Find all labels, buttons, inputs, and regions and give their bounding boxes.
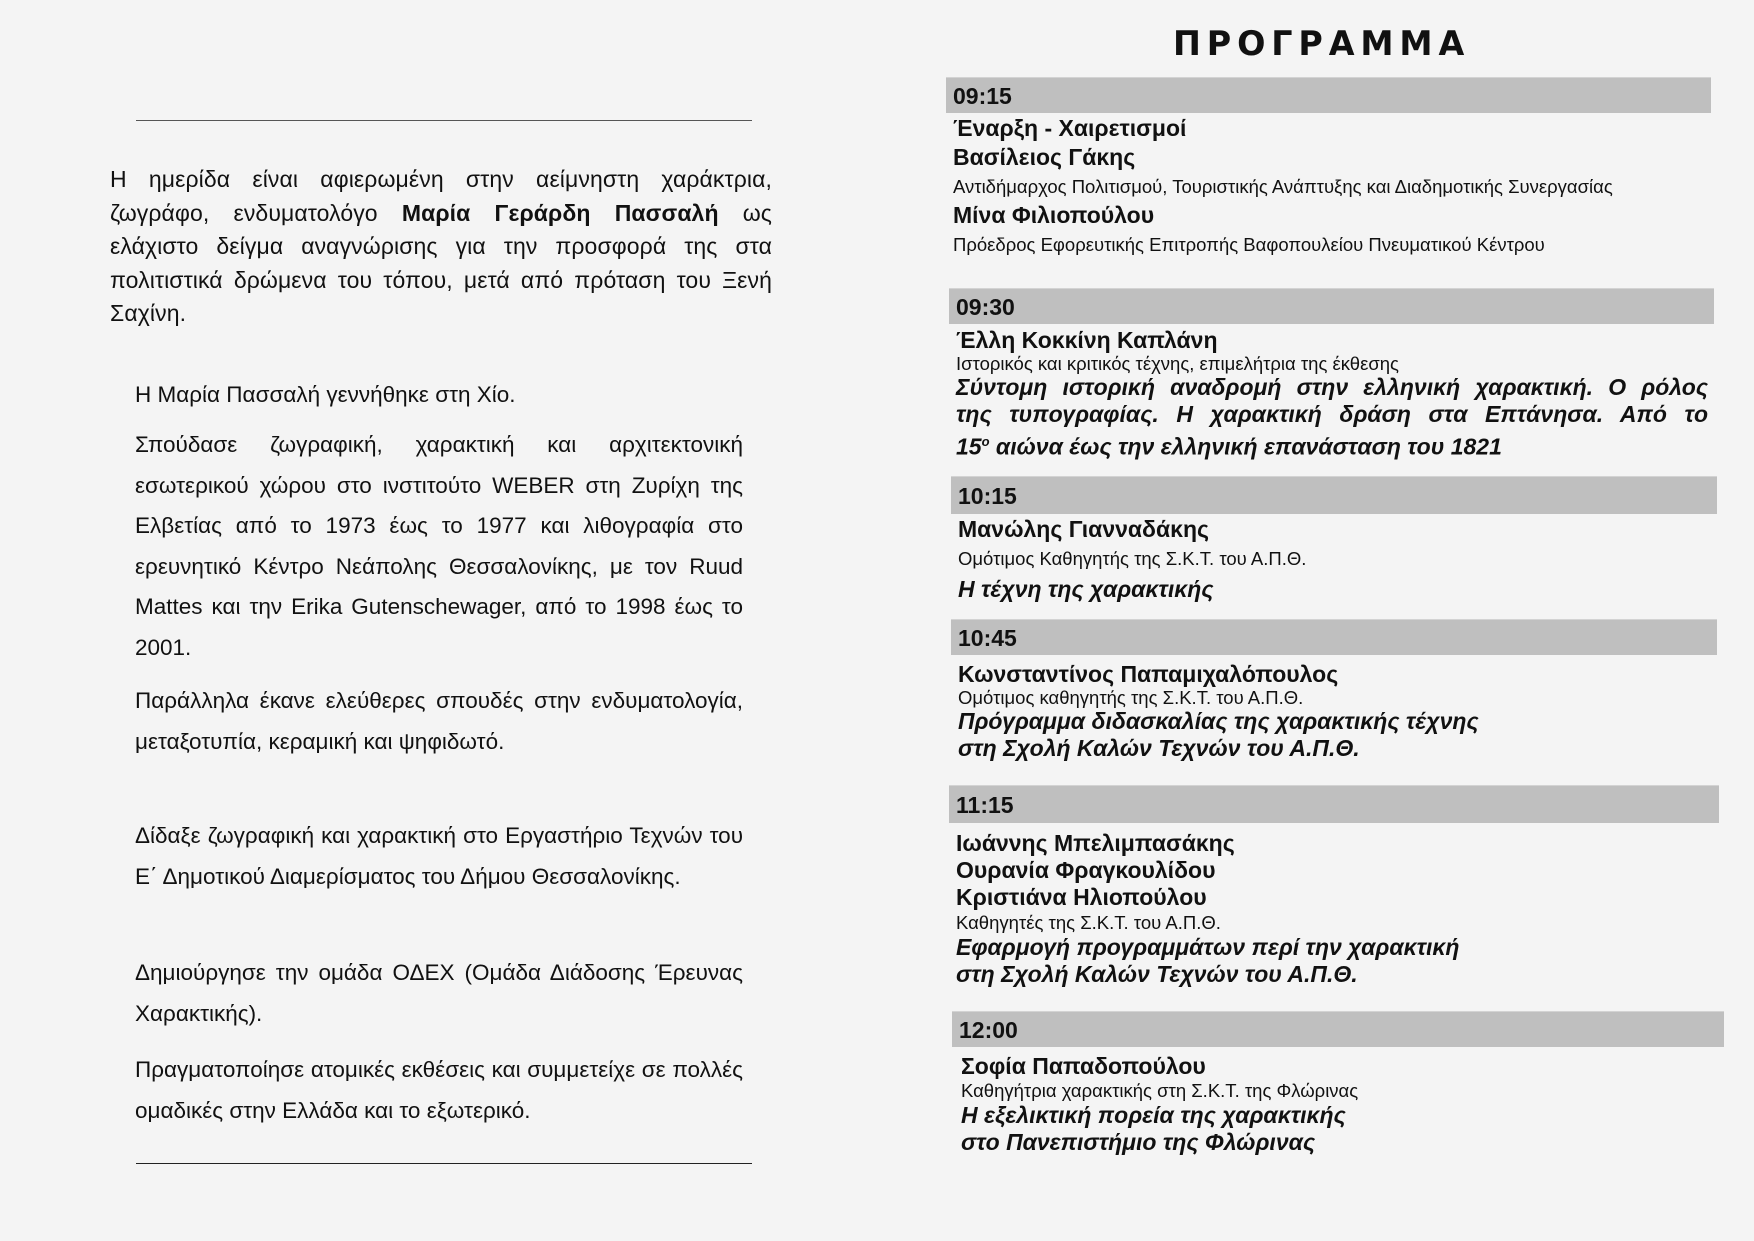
top-divider	[136, 120, 752, 121]
bio-free-studies	[135, 681, 743, 762]
program-slot	[956, 327, 1708, 461]
program-slot	[956, 830, 1716, 988]
speaker-name: Σοφία Παπαδοπούλου	[961, 1053, 1206, 1079]
opening-label: Έναρξη - Χαιρετισμοί	[953, 115, 1187, 141]
time-bar: 10:45	[951, 619, 1717, 655]
bottom-divider	[136, 1163, 752, 1164]
program-title: ΠΡΟΓΡΑΜΜΑ	[1173, 24, 1471, 64]
speaker-name: Κωνσταντίνος Παπαμιχαλόπουλος	[958, 661, 1339, 687]
speaker-role: Ομότιμος καθηγητής της Σ.Κ.Τ. του Α.Π.Θ.	[958, 687, 1304, 708]
program-slot	[958, 516, 1708, 603]
speaker-role: Καθηγήτρια χαρακτικής στη Σ.Κ.Τ. της Φλώρινας	[961, 1080, 1359, 1101]
dedication-text-pre: Η ημερίδα είναι αφιερωμένη στην αείμνηστη χαράκτρια, ζωγράφο, ενδυματολόγο	[110, 166, 772, 226]
talk-title-line: της τυπογραφίας. Η χαρακτική δράση στα Επτάνησα. Από το	[956, 401, 1708, 427]
honoree-name: Μαρία Γεράρδη Πασσαλή	[401, 199, 719, 226]
talk-title-line: Η εξελικτική πορεία της χαρακτικής	[961, 1102, 1346, 1128]
speaker-name: Ουρανία Φραγκουλίδου	[956, 857, 1216, 883]
speaker-name: Μανώλης Γιανναδάκης	[958, 516, 1209, 542]
bio-birth	[135, 375, 743, 416]
talk-title-line: στη Σχολή Καλών Τεχνών του Α.Π.Θ.	[958, 735, 1360, 761]
talk-title-line: Η τέχνη της χαρακτικής	[958, 576, 1214, 602]
time-bar: 12:00	[952, 1011, 1724, 1047]
time-bar: 11:15	[949, 785, 1719, 823]
time-bar: 09:15	[946, 77, 1711, 113]
talk-title-line: στη Σχολή Καλών Τεχνών του Α.Π.Θ.	[956, 961, 1358, 987]
speaker-role: Αντιδήμαρχος Πολιτισμού, Τουριστικής Ανάπτυξης και Διαδημοτικής Συνεργασίας	[953, 176, 1613, 197]
bio-birth-text: Η Μαρία Πασσαλή γεννήθηκε στη Χίο.	[135, 382, 516, 407]
speaker-name: Βασίλειος Γάκης	[953, 144, 1136, 170]
talk-title-line: Εφαρμογή προγραμμάτων περί την χαρακτική	[956, 934, 1460, 960]
program-slot	[953, 115, 1733, 256]
ordinal-superscript: ο	[981, 434, 990, 449]
bio-exhibitions-text: Πραγματοποίησε ατομικές εκθέσεις και συμμετείχε σε πολλές ομαδικές στην Ελλάδα και το εξωτερικό.	[135, 1057, 743, 1123]
speaker-name: Κριστιάνα Ηλιοπούλου	[956, 884, 1207, 910]
program-slot	[961, 1053, 1721, 1156]
century-number: 15	[956, 433, 982, 460]
talk-title-line: Πρόγραμμα διδασκαλίας της χαρακτικής τέχνης	[958, 708, 1479, 734]
bio-odex-text: Δημιούργησε την ομάδα ΟΔΕΧ (Ομάδα Διάδοσης Έρευνας Χαρακτικής).	[135, 960, 743, 1026]
dedication-text-post: ως ελάχιστο δείγμα αναγνώρισης για την προσφορά της στα πολιτιστικά δρώμενα του τόπου, μετά από πρόταση του Ξενή Σαχίνη.	[110, 199, 772, 327]
speaker-role: Πρόεδρος Εφορευτικής Επιτροπής Βαφοπουλείου Πνευματικού Κέντρου	[953, 234, 1545, 255]
dedication-paragraph	[110, 163, 772, 331]
bio-studies	[135, 425, 743, 669]
bio-studies-text: Σπούδασε ζωγραφική, χαρακτική και αρχιτεκτονική εσωτερικού χώρου στο ινστιτούτο WEBER στη Ζυρίχη της Ελβετίας από το 1973 έως το 1977 και λιθογραφία στο ερευνητικό Κέντρο Νεάπολης Θεσσαλονίκης, με τον Ruud Mattes και την Erika Gutenschewager, από το 1998 έως το 2001.	[135, 432, 743, 660]
speaker-role: Καθηγητές της Σ.Κ.Τ. του Α.Π.Θ.	[956, 912, 1221, 933]
speaker-name: Μίνα Φιλιοπούλου	[953, 202, 1155, 228]
bio-teaching	[135, 816, 743, 897]
bio-odex	[135, 953, 743, 1034]
bio-teaching-text: Δίδαξε ζωγραφική και χαρακτική στο Εργαστήριο Τεχνών του Ε΄ Δημοτικού Διαμερίσματος του Δήμου Θεσσαλονίκης.	[135, 823, 743, 889]
program-slot	[958, 661, 1708, 762]
bio-exhibitions	[135, 1050, 743, 1131]
talk-title-line: στο Πανεπιστήμιο της Φλώρινας	[961, 1129, 1316, 1155]
bio-free-studies-text: Παράλληλα έκανε ελεύθερες σπουδές στην ενδυματολογία, μεταξοτυπία, κεραμική και ψηφιδωτό.	[135, 688, 743, 754]
speaker-role: Ομότιμος Καθηγητής της Σ.Κ.Τ. του Α.Π.Θ.	[958, 548, 1307, 569]
speaker-role: Ιστορικός και κριτικός τέχνης, επιμελήτρια της έκθεσης	[956, 353, 1399, 374]
talk-title-rest: αιώνα έως την ελληνική επανάσταση του 1821	[989, 433, 1502, 460]
speaker-name: Έλλη Κοκκίνη Καπλάνη	[956, 327, 1218, 353]
talk-title-line	[956, 428, 1708, 461]
speaker-name: Ιωάννης Μπελιμπασάκης	[956, 830, 1235, 856]
talk-title-line: Σύντομη ιστορική αναδρομή στην ελληνική χαρακτική. Ο ρόλος	[956, 374, 1708, 400]
time-bar: 10:15	[951, 476, 1717, 514]
time-bar: 09:30	[949, 288, 1714, 324]
